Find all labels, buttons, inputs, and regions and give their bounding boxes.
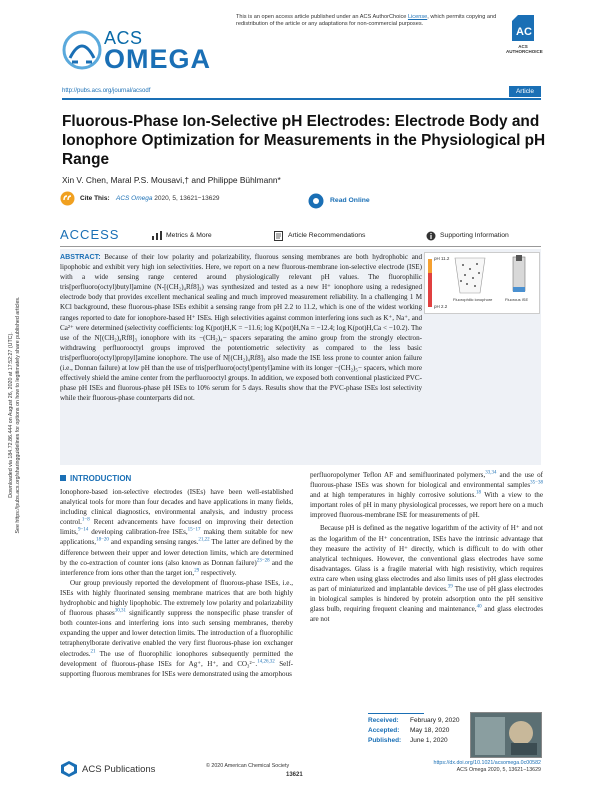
open-access-note: This is an open access article published under an ACS AuthorChoice License, which permits copying and redistribution of the article or any adaptations for non-commercial purposes. [236,14,497,28]
download-note [4,230,26,600]
toc-ph-high: pH 11.2 [434,256,450,261]
right-column [310,470,543,624]
doi-link[interactable]: https://dx.doi.org/10.1021/acsomega.0c00582 [433,760,541,766]
intro-paragraph-3: perfluoropolymer Teflon AF and semifluorinated polymers,$^{33,34}$ and the use of fluorous-phase ISEs was shown for biological and environmental samples$^{35-38}$ and at high temperatures in highly corrosive solutions.$^{18}$ With a view to the important roles of pH in many physiological processes, we report here on a much improved fluorous-membrane ISE for measurements of pH. [310,470,543,520]
article-type-badge: Article [509,86,541,97]
journal-url[interactable]: http://pubs.acs.org/journal/acsodf [62,88,151,94]
acs-authorchoice-logo [510,13,536,43]
access-toolbar: ACCESS Metrics & More Article Recommendations Supporting Information [60,227,509,242]
published-date: June 1, 2020 [410,737,448,744]
intro-paragraph-1: Ionophore-based ion-selective electrodes (ISEs) have been well-established analytical tools for more than four decades and have applications in many fields, including clinical diagnostics, environmental analysis, and industry process control.$^{1-8}$ Recent advancements have focused on improving their detection limits,$^{9-14}$ developing calibration-free ISEs,$^{15-17}$ making them suitable for new applications,$^{18-20}$ and expanding sensing ranges.$^{21,22}$ The latter are defined by the difference between their upper and lower detection limits, which are determined by the co-extraction of counter ions (also known as Donnan failure)$^{23-28}$ and the interference from ions other than the target ion,$^{29}$ respectively. [60,488,294,577]
doi-block [434,760,542,774]
download-note-line1: Downloaded via 184.72.86.444 on August 26, 2020 at 17:52:27 (UTC). [8,332,14,498]
accepted-date: May 18, 2020 [410,727,450,734]
dates-divider [368,713,424,714]
header-divider [62,98,541,100]
info-circle-icon [426,231,436,241]
license-link[interactable]: License [407,14,428,20]
toc-label-ionophore: Fluorophilic ionophore [453,297,493,302]
access-divider [60,246,541,247]
abstract-body: Because of their low polarity and polarizability, fluorous sensing membranes are both hydrophobic and lipophobic and exhibit very high ion selectivities. Here, we report on a new fluorous-membrane ion-selective electrode (ISE) with a wide sensing range centered around physiologically relevant pH values. The fluorophilic tris[perfluoro(octyl)butyl]amine (N-[(CH₂)₄Rf8]₃) was synthesized and tested as a new H⁺ ionophore using a redesigned electrode body that provides excellent mechanical sealing and much improved measurement reliability. In a challenging 1 M KCl background, these fluorous-phase ISEs exhibit a sensing range from pH 2.2 to 11.2, which is one of the widest working ranges reported to date for ionophore-based H⁺ ISEs. High selectivities against common interfering ions such as K⁺, Na⁺, and Ca²⁺ were determined (selectivity coefficients: log K(pot)H,K = −11.6; log K(pot)H,Na = −12.4; log K(pot)H,Ca < −10.2). The use of the N[(CH₂)₄Rf8]₃ ionophore with its −(CH₂)₄− spacers separating the amino group from the strongly electron-withdrawing perfluorooctyl groups improved the potentiometric selectivity as compared to the less basic tris[perfluoro(octyl)propyl]amine ionophore. The use of N[(CH₂)₄Rf8]₃ also made the ISE less prone to counter anion failure (i.e., Donnan failure) at low pH than the use of tris[perfluoro(octyl)pentyl]amine with its longer −(CH₂)₅− spacers, which more effectively shield the amine center from the perfluorooctyl groups. In addition, we exposed both conventional plasticized PVC-phase pH ISEs and fluorous-phase pH ISEs to 10% serum for 5 days. Results show that the PVC-phase ISEs lost selectivity while their fluorous-phase counterparts did not. [60,253,422,403]
section-marker-icon [60,475,66,481]
cite-icon [60,191,75,206]
intro-paragraph-4: Because pH is defined as the negative logarithm of the activity of H⁺ and not as the logarithm of the H⁺ concentration, ISEs have the intrinsic advantage that they measure the activity of H⁺ directly, which is difficult to do with other analytical techniques. However, the conventional glass electrodes have some disadvantages. Glass is a fragile material with high resistivity, which requires extra care when using glass electrodes and also limits uses of pH glass electrodes as part of miniaturized and implantable devices.$^{39}$ The use of pH glass electrodes in biological samples is hindered by protein adsorption onto the pH sensitive glass bulb, requiring frequent cleaning and maintenance,$^{40}$ and glass electrodes are not [310,524,543,624]
citation-text: ACS Omega 2020, 5, 13621−13629 [116,195,220,202]
author-list: Xin V. Chen, Maral P.S. Mousavi,† and Philippe Bühlmann* [62,175,281,185]
svg-text:AC: AC [516,26,532,38]
authorchoice-label: ACS AUTHORCHOICE [506,44,543,54]
doi-citation: ACS Omega 2020, 5, 13621−13629 [456,767,541,773]
document-icon [274,231,283,241]
read-online-icon [308,193,324,209]
page-number: 13621 [286,772,303,778]
publication-dates: Received: February 9, 2020 Accepted: May 18, 2020 Published: June 1, 2020 [368,717,460,744]
cite-label: Cite This: [80,195,110,202]
journal-cover-thumbnail[interactable] [470,712,542,758]
access-label: ACCESS [60,227,120,242]
copyright-notice: © 2020 American Chemical Society [206,763,290,769]
introduction-heading: INTRODUCTION [60,474,293,483]
omega-emblem-icon [62,30,102,70]
abstract-text [60,252,541,403]
cover-image [471,713,542,758]
abstract-label: ABSTRACT: [60,253,101,261]
left-column [60,470,293,679]
received-date: February 9, 2020 [410,717,460,724]
bar-chart-icon [152,231,162,240]
journal-logo[interactable] [62,26,222,78]
toc-label-ise: Fluorous ISE [505,297,529,302]
read-online-button[interactable]: Read Online [308,193,388,209]
acs-publications-logo[interactable]: ACS Publications [60,760,180,778]
intro-paragraph-2: Our group previously reported the development of fluorous-phase ISEs, i.e., ISEs with highly fluorinated sensing membrane matrices that are both highly hydrophobic and highly lipophobic. The extremely low polarity and polarizability of fluorous phases$^{30,31}$ significantly suppress the nonspecific phase transfer of both counter-ions and interfering ions into such sensing membranes, thereby expanding the upper and lower detection limits. The introduction of a fluorophilic tetraphenylborate derivative enabled the very first fluorous-phase ion exchanger electrodes.$^{21}$ The use of fluorophilic ionophores subsequently permitted the development of fluorous-phase ISEs for Ag⁺, H⁺, and CO₃²⁻.$^{14,26,32}$ Self-supporting fluorous membranes for ISEs were demonstrated using the amorphous [60,578,294,678]
journal-acs-text: ACS [104,28,143,48]
toc-ph-low: pH 2.2 [434,304,448,309]
download-note-line2: See https://pubs.acs.org/sharingguidelines for options on how to legitimately share published articles. [15,296,21,534]
page-footer [60,760,541,780]
journal-name: OMEGA [104,44,212,74]
article-title: Fluorous-Phase Ion-Selective pH Electrodes: Electrode Body and Ionophore Optimization for Measurements in the Physiological pH Range [62,113,546,168]
acs-hexagon-icon [60,761,78,777]
